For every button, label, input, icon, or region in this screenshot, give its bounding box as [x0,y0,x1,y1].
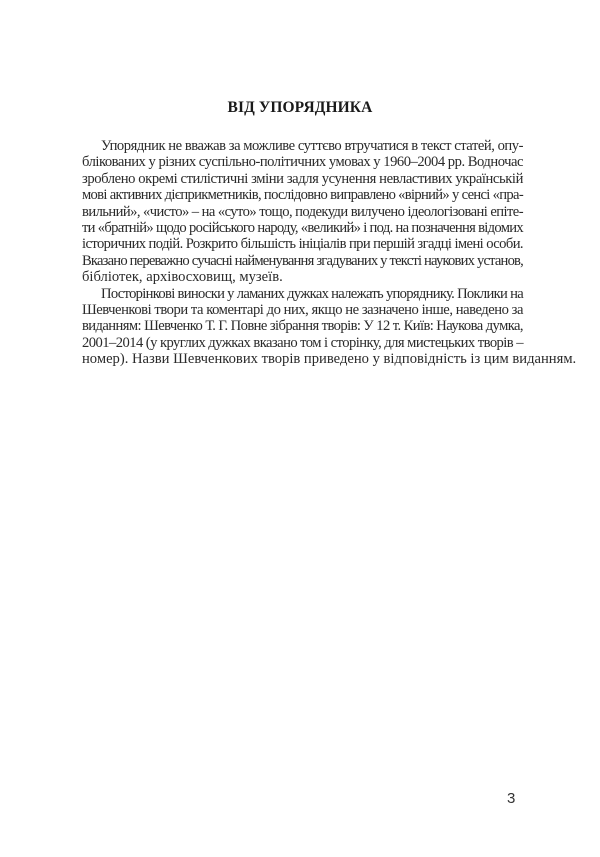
text-line: ти «братній» щодо російського народу, «великий» і под. на позначення відомих [82,219,524,236]
text-line: вильний», «чисто» – на «суто» тощо, подекуди вилучено ідеологізовані епіте- [82,203,523,220]
text-line: історичних подій. Розкрито більшість ініціалів при першій згадці імені особи. [82,236,523,253]
text-line: Упорядник не вважав за можливе суттєво втручатися в текст статей, опу- [101,138,523,154]
text-line: 2001–2014 (у круглих дужках вказано том і сторінку, для мистецьких творів – [82,334,523,351]
text-line: бібліотек, архівосховищ, музеїв. [82,269,283,286]
text-line: блікованих у різних суспільно-політичних умовах у 1960–2004 рр. Водночас [82,154,523,171]
text-line: виданням: Шевченко Т. Г. Повне зібрання творів: У 12 т. Київ: Наукова думка, [82,318,523,335]
text-line: Вказано переважно сучасні найменування згадуваних у тексті наукових установ, [82,252,523,269]
paragraph-1 [82,138,523,286]
section-title: ВІД УПОРЯДНИКА [227,99,373,116]
text-line: мові активних дієприкметників, послідовно виправлено «вірний» у сенсі «пра- [82,187,524,204]
paragraph-2 [82,285,577,368]
text-line: зроблено окремі стилістичні зміни задля усунення невластивих українській [82,170,523,187]
text-line: Посторінкові виноски у ламаних дужках належать упоряднику. Поклики на [101,285,523,302]
text-line: Шевченкові твори та коментарі до них, якщо не зазначено інше, наведено за [82,301,523,318]
text-line: номер). Назви Шевченкових творів приведено у відповідність із цим виданням. [82,351,577,368]
page-number: 3 [507,790,516,807]
body-text [82,138,577,368]
